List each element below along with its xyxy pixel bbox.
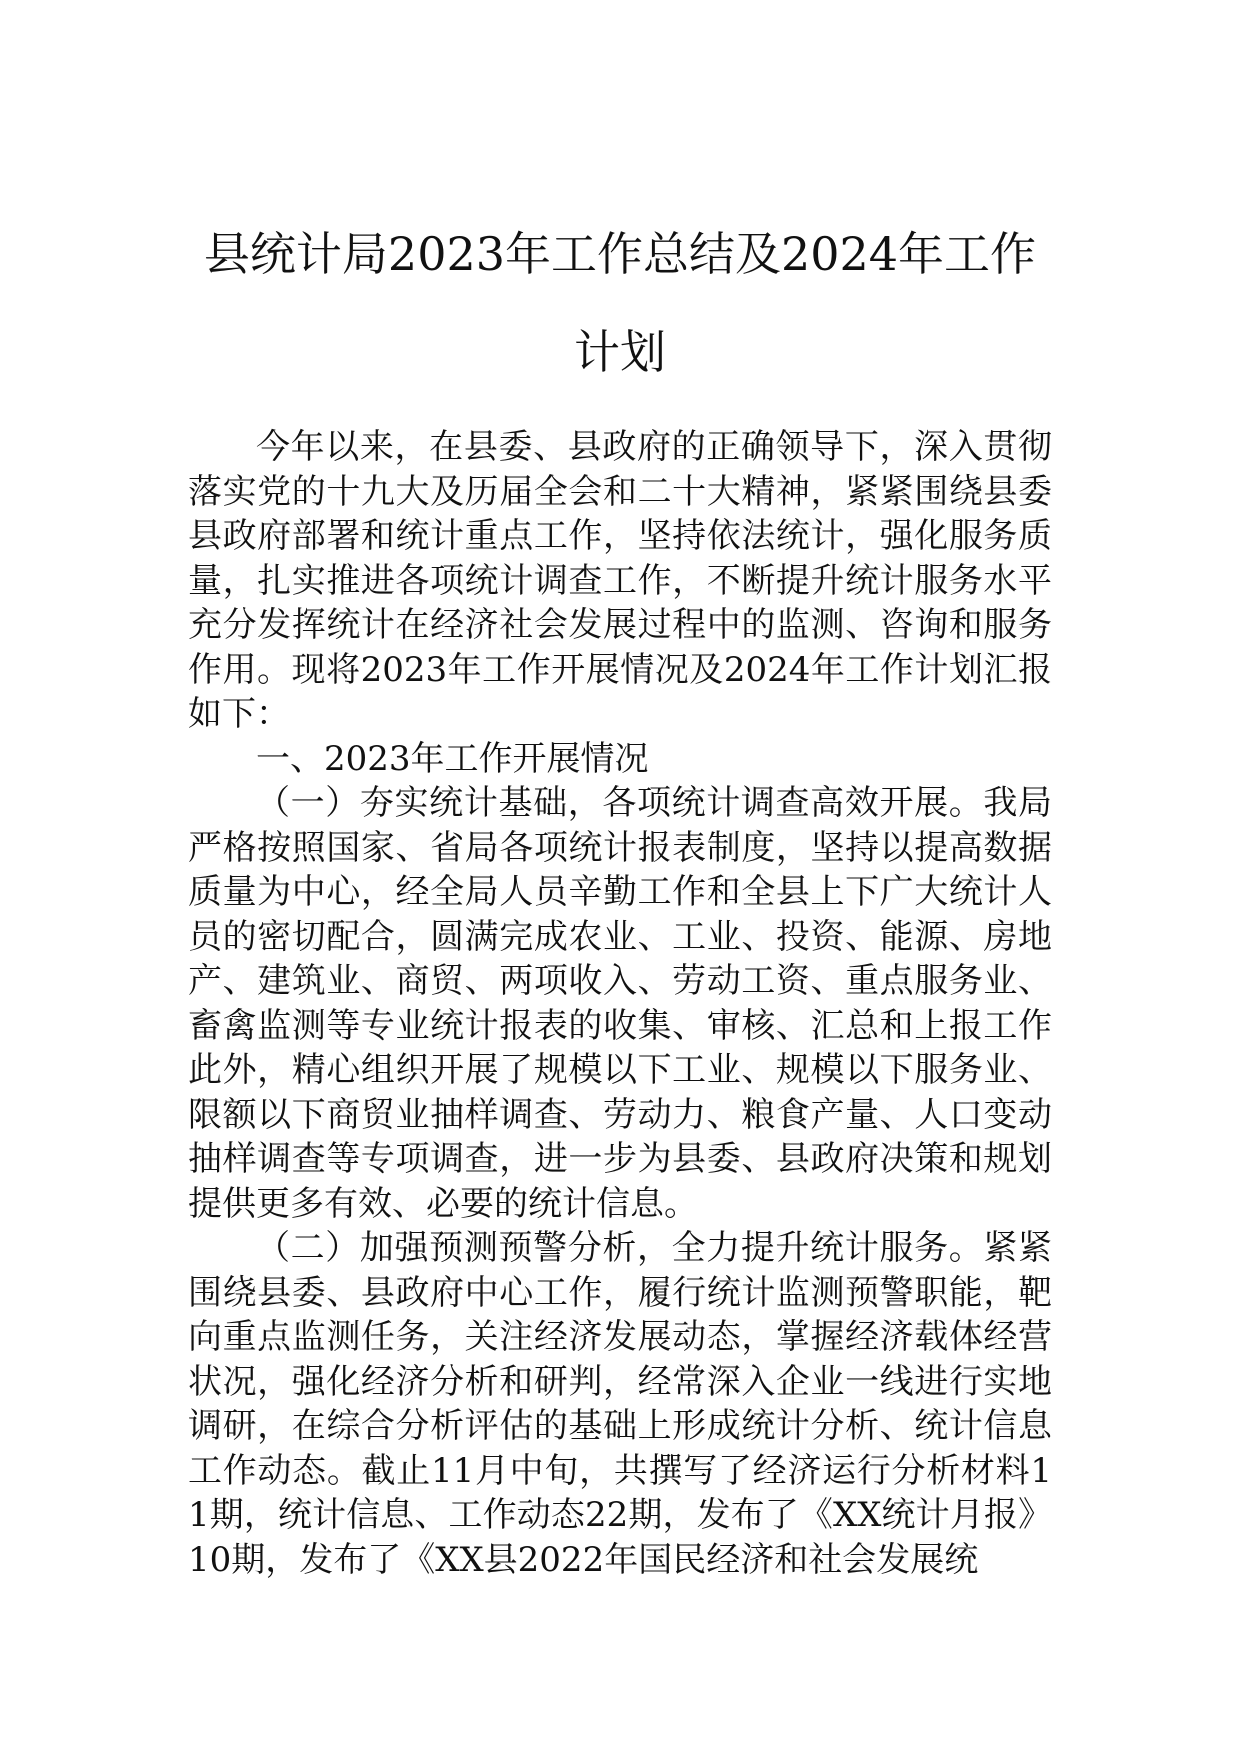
subsection-2-paragraph: （二）加强预测预警分析，全力提升统计服务。紧紧围绕县委、县政府中心工作，履行统计监测预警职能，靶向重点监测任务，关注经济发展动态，掌握经济载体经营状况，强化经济分析和研判，经常深入企业一线进行实地调研，在综合分析评估的基础上形成统计分析、统计信息工作动态。截止11月中旬，共撰写了经济运行分析材料11期，统计信息、工作动态22期，发布了《XX统计月报》10期，发布了《XX县2022年国民经济和社会发展统	[188, 1228, 1052, 1580]
subsection-1-paragraph: （一）夯实统计基础，各项统计调查高效开展。我局严格按照国家、省局各项统计报表制度，坚持以提高数据质量为中心，经全局人员辛勤工作和全县上下广大统计人员的密切配合，圆满完成农业、工业、投资、能源、房地产、建筑业、商贸、两项收入、劳动工资、重点服务业、畜禽监测等专业统计报表的收集、审核、汇总和上报工作此外，精心组织开展了规模以下工业、规模以下服务业、限额以下商贸业抽样调查、劳动力、粮食产量、人口变动抽样调查等专项调查，进一步为县委、县政府决策和规划提供更多有效、必要的统计信息。	[188, 783, 1052, 1224]
document-title: 县统计局2023年工作总结及2024年工作计划	[203, 227, 1037, 379]
document-body	[188, 425, 1052, 1582]
section-heading: 一、2023年工作开展情况	[256, 738, 649, 779]
intro-paragraph: 今年以来，在县委、县政府的正确领导下，深入贯彻落实党的十九大及历届全会和二十大精神，紧紧围绕县委县政府部署和统计重点工作，坚持依法统计，强化服务质量，扎实推进各项统计调查工作，不断提升统计服务水平充分发挥统计在经济社会发展过程中的监测、咨询和服务作用。现将2023年工作开展情况及2024年工作计划汇报如下：	[188, 427, 1052, 734]
